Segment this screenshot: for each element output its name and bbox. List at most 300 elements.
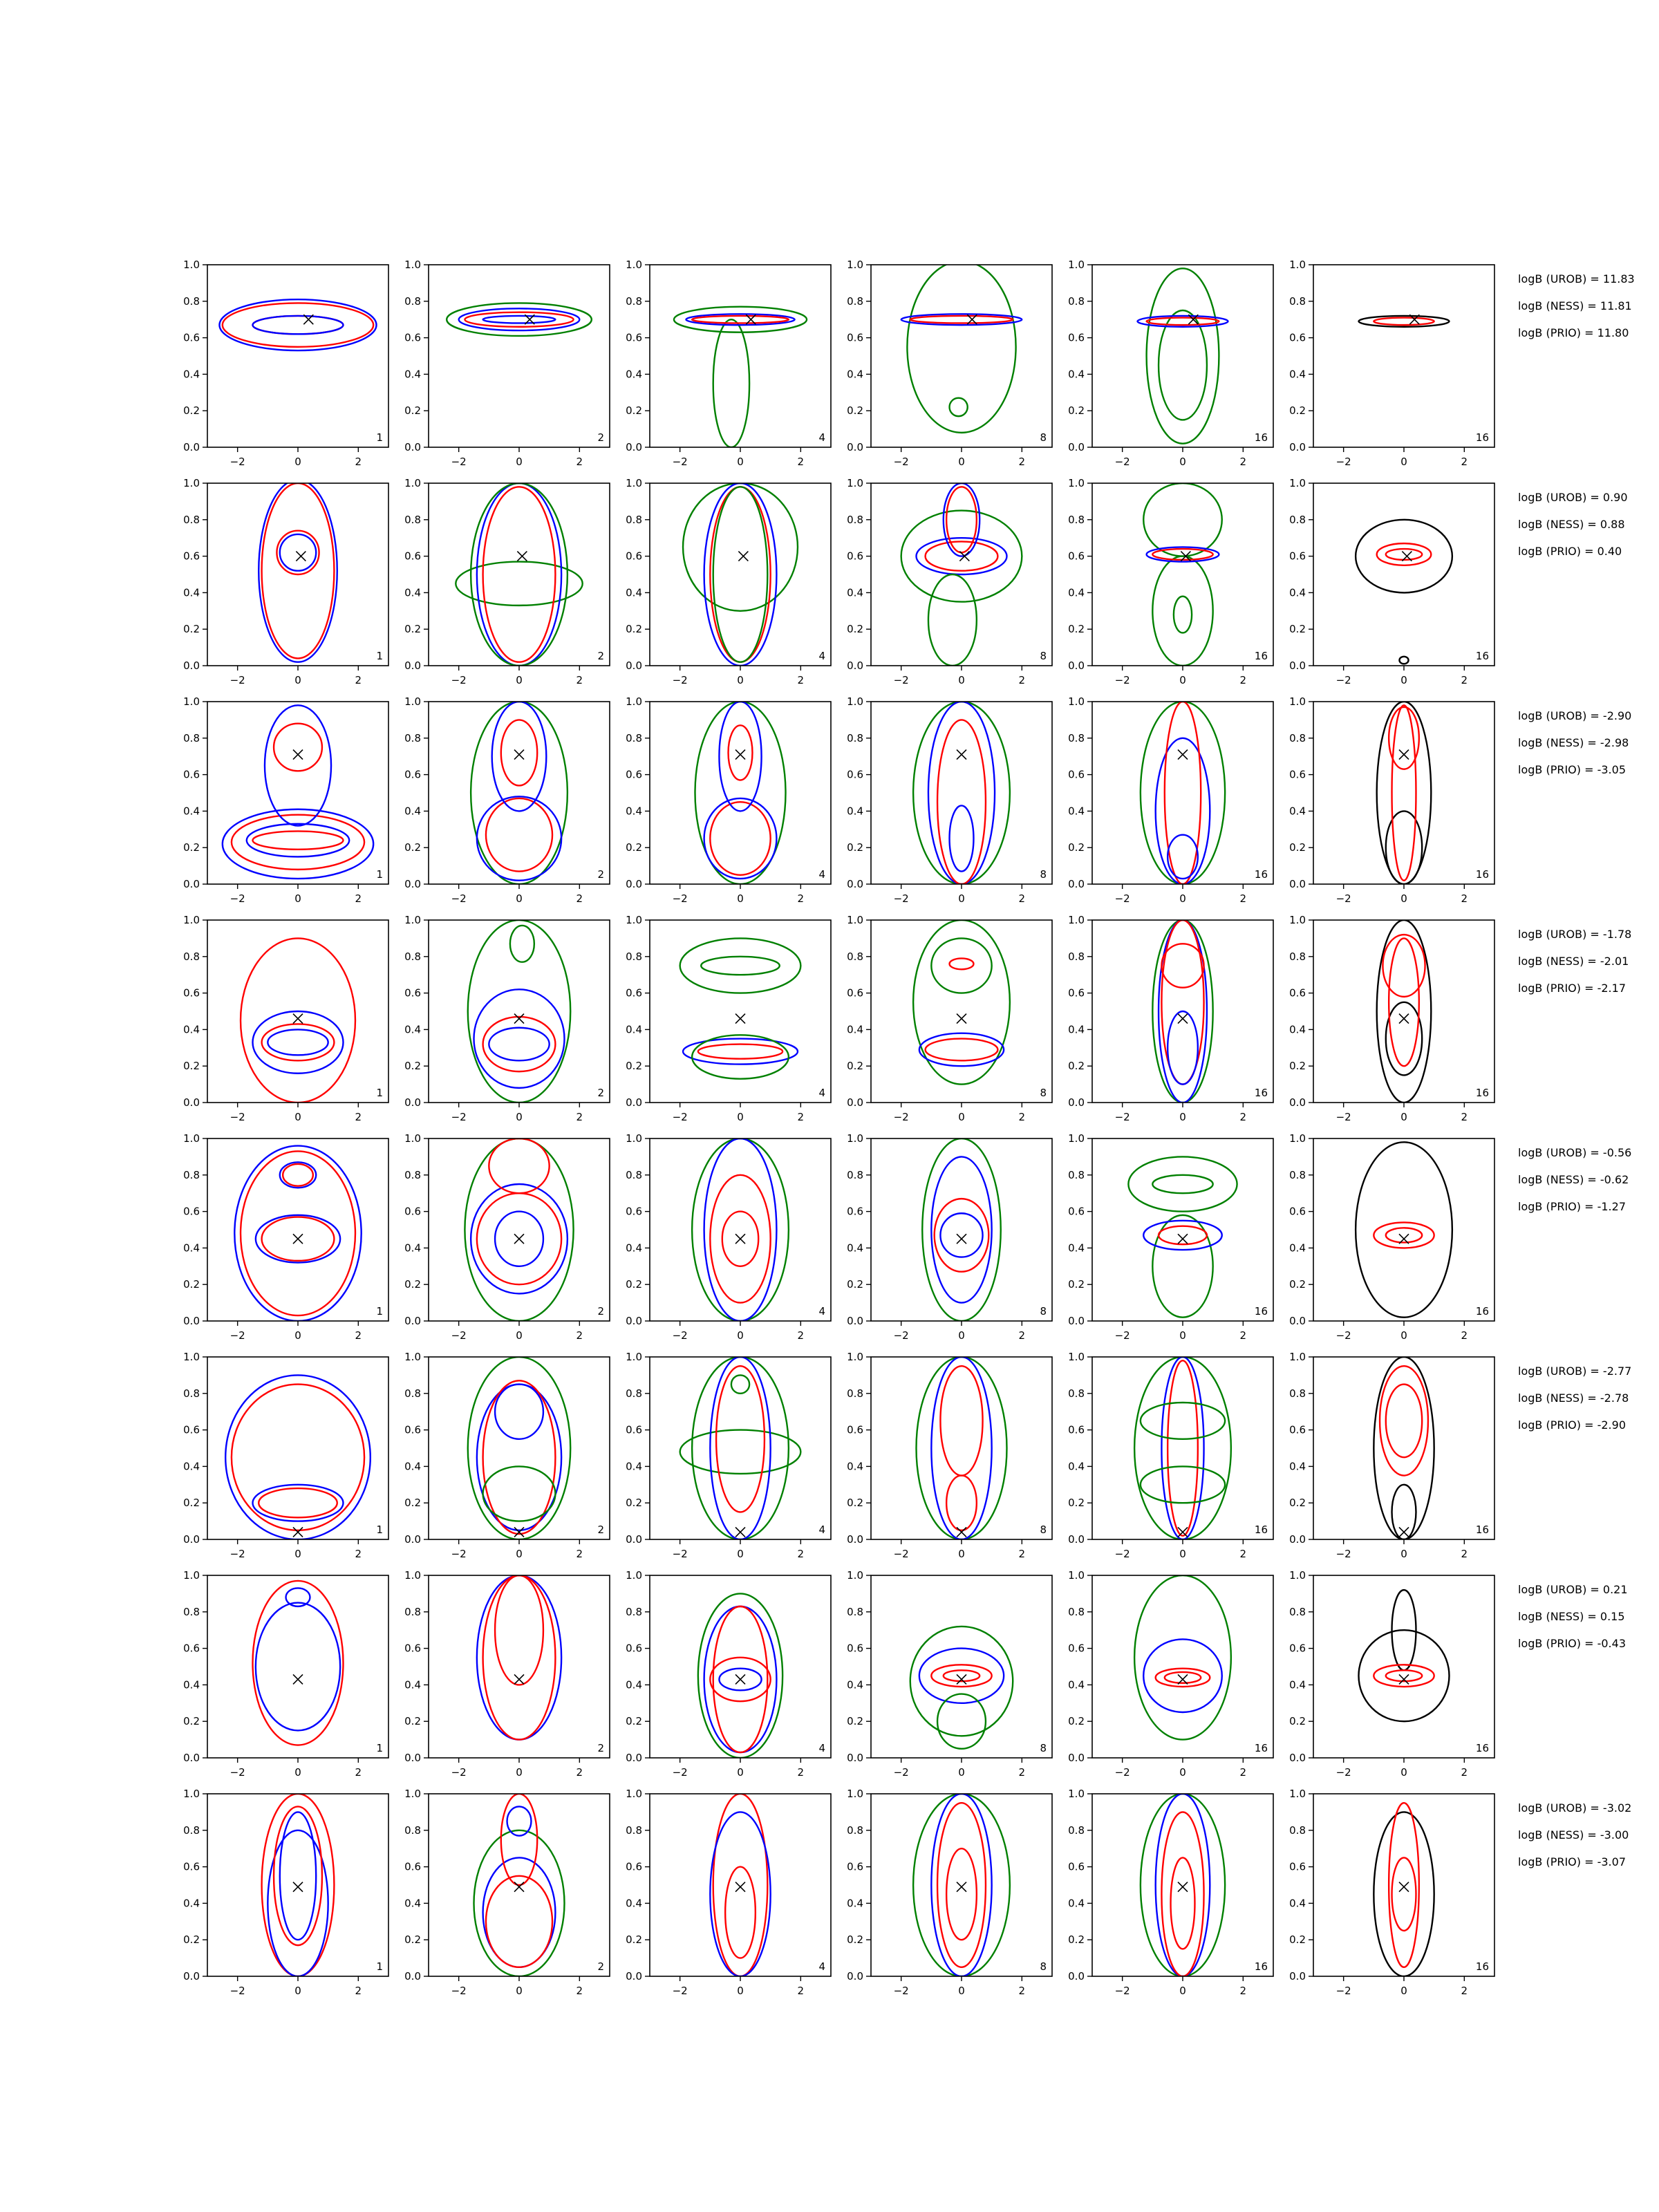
contour-group [465,1138,573,1321]
true-value-marker [514,1882,524,1892]
y-tick-label: 0.2 [1068,1278,1085,1291]
contour-line [489,1028,549,1061]
y-tick-label: 0.4 [1068,1460,1085,1473]
panel-corner-label: 2 [597,650,604,662]
x-tick-label: 2 [1239,1548,1247,1560]
contour-line [710,802,770,875]
panel-corner-label: 8 [1040,1742,1047,1754]
contour-line [247,824,349,857]
y-tick-label: 0.0 [847,1096,863,1109]
x-tick-label: 0 [1179,674,1186,686]
y-tick-label: 0.4 [1289,1460,1306,1473]
contour-group [474,1794,565,1976]
y-tick-label: 0.2 [847,1933,863,1947]
y-tick-label: 0.2 [626,1278,642,1291]
x-tick-label: 0 [1400,1548,1407,1560]
y-tick-label: 0.0 [404,441,421,453]
panel-corner-label: 1 [376,868,383,881]
y-tick-label: 0.4 [1068,1023,1085,1036]
panel-corner-label: 2 [597,868,604,881]
y-tick-label: 0.8 [1068,950,1085,963]
y-tick-label: 1.0 [626,1788,642,1800]
panel-corner-label: 16 [1254,868,1268,881]
panel-frame [650,1575,831,1758]
logb-annotation: logB (NESS) = -3.00 [1518,1828,1629,1841]
panel [1289,1788,1494,1997]
panel-frame [1092,483,1273,666]
x-tick-label: −2 [229,456,245,468]
x-tick-label: 2 [1461,1548,1468,1560]
y-tick-label: 1.0 [404,695,421,708]
contour-line [940,1213,982,1257]
contour-line [1356,1142,1452,1317]
contour-line [719,702,761,811]
contour-line [928,574,977,666]
y-tick-label: 1.0 [404,1569,421,1582]
y-tick-label: 0.4 [626,1241,642,1255]
y-tick-label: 1.0 [847,259,863,271]
x-tick-label: 2 [576,1548,583,1560]
x-tick-label: 2 [1461,456,1468,468]
contour-line [1141,702,1225,884]
y-tick-label: 0.2 [626,623,642,636]
contour-line [1356,520,1452,593]
x-tick-label: 0 [516,674,523,686]
y-tick-label: 0.4 [1289,805,1306,818]
x-tick-label: −2 [672,456,688,468]
contour-line [692,1138,789,1321]
panel [626,259,831,468]
contour-line [931,1794,991,1976]
x-tick-label: 0 [516,456,523,468]
y-tick-label: 0.8 [1289,1168,1306,1181]
y-tick-label: 0.2 [183,1933,200,1947]
panel [847,1569,1052,1779]
contour-line [931,938,991,993]
panel-corner-label: 16 [1254,1742,1268,1754]
contour-group [913,702,1010,884]
y-tick-label: 0.4 [1068,1678,1085,1691]
contour-group [262,1794,335,1976]
contour-line [713,487,768,662]
y-tick-label: 0.4 [1068,586,1085,599]
x-tick-label: −2 [1335,456,1351,468]
contour-line [501,720,537,785]
x-tick-label: 2 [1239,1985,1247,1997]
contour-line [931,1357,991,1539]
x-tick-label: 0 [737,1548,744,1560]
contour-line [477,1575,561,1740]
contour-line [713,319,749,447]
x-tick-label: −2 [893,892,909,905]
y-tick-label: 0.6 [1068,331,1085,344]
y-tick-label: 0.4 [1289,586,1306,599]
x-tick-label: −2 [1114,1766,1130,1779]
y-tick-label: 0.4 [626,1897,642,1910]
true-value-marker [1399,1882,1409,1892]
panel [626,1569,831,1779]
panel-corner-label: 16 [1475,1524,1489,1536]
x-tick-label: 2 [1018,1766,1026,1779]
y-tick-label: 0.4 [183,1241,200,1255]
y-tick-label: 0.4 [1289,368,1306,381]
logb-annotation: logB (UROB) = -2.90 [1518,709,1632,722]
y-tick-label: 0.8 [847,1605,863,1618]
y-tick-label: 0.0 [183,1970,200,1983]
y-tick-label: 0.8 [1289,731,1306,744]
contour-group [234,1146,361,1321]
y-tick-label: 0.0 [404,1970,421,1983]
panel [183,695,388,905]
y-tick-label: 1.0 [1289,259,1306,271]
y-tick-label: 0.6 [847,768,863,781]
panel [1068,1132,1273,1342]
contour-group [683,483,798,666]
x-tick-label: 2 [1461,1329,1468,1342]
y-tick-label: 0.2 [183,1715,200,1728]
logb-annotation: logB (UROB) = -2.77 [1518,1365,1632,1378]
x-tick-label: 0 [737,1111,744,1123]
contour-line [483,1017,556,1071]
y-tick-label: 0.2 [1289,1933,1306,1947]
y-tick-label: 0.4 [847,1241,863,1255]
contour-line [477,483,561,666]
panel-frame [871,1575,1052,1758]
y-tick-label: 0.6 [626,986,642,1000]
contour-line [698,1044,782,1059]
contour-line [937,1803,986,1967]
panel-corner-label: 8 [1040,1087,1047,1099]
x-tick-label: −2 [893,1985,909,1997]
y-tick-label: 0.0 [1289,1970,1306,1983]
y-tick-label: 0.8 [626,1168,642,1181]
y-tick-label: 0.0 [626,1096,642,1109]
true-value-marker [514,1674,524,1684]
true-value-marker [957,1234,966,1244]
x-tick-label: 0 [1179,892,1186,905]
panel-corner-label: 8 [1040,650,1047,662]
x-tick-label: 0 [1179,456,1186,468]
y-tick-label: 0.2 [1068,1933,1085,1947]
contour-group [1374,1357,1434,1539]
contour-line [232,1385,364,1530]
x-tick-label: 2 [576,1985,583,1997]
x-tick-label: −2 [451,1766,467,1779]
contour-group [674,307,807,447]
y-tick-label: 1.0 [626,259,642,271]
logb-annotation: logB (NESS) = -2.78 [1518,1391,1629,1405]
contour-group [1143,483,1222,666]
y-tick-label: 0.0 [626,1970,642,1983]
y-tick-label: 0.6 [1289,550,1306,563]
y-tick-label: 0.6 [183,1423,200,1436]
x-tick-label: 2 [1239,1766,1247,1779]
contour-line [710,1812,770,1976]
y-tick-label: 1.0 [847,695,863,708]
true-value-marker [957,1014,966,1024]
contour-line [1159,1226,1207,1244]
y-tick-label: 1.0 [1289,914,1306,926]
x-tick-label: 0 [958,892,965,905]
y-tick-label: 0.6 [183,986,200,1000]
contour-line [1143,1221,1222,1250]
contour-line [223,303,373,346]
contour-line [507,1806,532,1835]
contour-group [225,1375,371,1539]
y-tick-label: 0.0 [404,1315,421,1327]
x-tick-label: −2 [229,1766,245,1779]
y-tick-label: 0.0 [1068,659,1085,672]
y-tick-label: 0.0 [1289,1533,1306,1546]
y-tick-label: 0.0 [847,441,863,453]
x-tick-label: 0 [516,1548,523,1560]
x-tick-label: 0 [958,1985,965,1997]
panel-corner-label: 16 [1475,1742,1489,1754]
y-tick-label: 0.4 [183,805,200,818]
y-tick-label: 0.0 [404,659,421,672]
panel [404,914,610,1123]
y-tick-label: 0.0 [1068,878,1085,890]
panel-corner-label: 1 [376,1742,383,1754]
x-tick-label: 2 [797,892,805,905]
y-tick-label: 0.4 [404,586,421,599]
y-tick-label: 1.0 [1068,1788,1085,1800]
y-tick-label: 0.2 [1289,1497,1306,1510]
y-tick-label: 0.8 [1068,513,1085,526]
logb-annotation: logB (NESS) = 11.81 [1518,299,1632,312]
panel [626,1351,831,1560]
contour-group [241,938,355,1103]
x-tick-label: −2 [229,1329,245,1342]
contour-line [680,1430,801,1474]
y-tick-label: 0.2 [1289,1060,1306,1073]
y-tick-label: 0.4 [626,1678,642,1691]
panel-frame [871,702,1052,884]
contour-line [259,1488,337,1517]
y-tick-label: 0.2 [626,1933,642,1947]
x-tick-label: 2 [797,1766,805,1779]
x-tick-label: 0 [1179,1766,1186,1779]
x-tick-label: 0 [294,1111,301,1123]
y-tick-label: 1.0 [1068,477,1085,489]
contour-line [1392,1857,1416,1931]
contour-line [937,1694,986,1749]
x-tick-label: 2 [576,456,583,468]
contour-line [489,1138,549,1193]
x-tick-label: −2 [1335,1111,1351,1123]
contour-group [1141,702,1225,884]
panel [847,259,1052,468]
y-tick-label: 0.4 [626,368,642,381]
panel-corner-label: 8 [1040,431,1047,444]
contour-line [950,805,974,871]
y-tick-label: 0.4 [183,368,200,381]
y-tick-label: 1.0 [404,914,421,926]
contour-group [913,920,1010,1085]
x-tick-label: 0 [958,674,965,686]
x-tick-label: −2 [672,1766,688,1779]
contour-line [1386,549,1422,560]
x-tick-label: 0 [1400,892,1407,905]
contour-group [471,702,568,884]
panel-corner-label: 8 [1040,868,1047,881]
contour-group [680,938,801,1078]
x-tick-label: 0 [1400,1111,1407,1123]
panel-frame [650,265,831,447]
panel [404,1569,610,1779]
x-tick-label: 0 [958,1329,965,1342]
y-tick-label: 0.4 [404,1897,421,1910]
logb-annotation: logB (NESS) = -2.01 [1518,955,1629,968]
y-tick-label: 0.2 [1289,623,1306,636]
y-tick-label: 0.4 [404,1241,421,1255]
y-tick-label: 0.6 [404,550,421,563]
x-tick-label: −2 [451,1329,467,1342]
panel [626,1788,831,1997]
contour-line [1134,1357,1231,1539]
logb-annotation: logB (UROB) = -3.02 [1518,1801,1632,1815]
y-tick-label: 0.0 [183,1533,200,1546]
y-tick-label: 0.8 [1068,294,1085,308]
y-tick-label: 0.0 [1068,1096,1085,1109]
contour-group [1356,520,1452,664]
panel [626,914,831,1123]
y-tick-label: 0.8 [847,294,863,308]
panel-frame [1313,265,1494,447]
panel-frame [650,1138,831,1321]
y-tick-label: 0.0 [1289,1315,1306,1327]
y-tick-label: 0.6 [1289,1642,1306,1655]
y-tick-label: 0.0 [626,878,642,890]
y-tick-label: 0.2 [183,1278,200,1291]
x-tick-label: −2 [1114,1329,1130,1342]
x-tick-label: 0 [516,1766,523,1779]
true-value-marker [738,552,748,561]
y-tick-label: 0.0 [183,659,200,672]
y-tick-label: 0.6 [404,1860,421,1873]
contour-line [1168,835,1198,879]
y-tick-label: 0.8 [1289,1824,1306,1837]
y-tick-label: 0.0 [626,441,642,453]
y-tick-label: 0.8 [1068,1824,1085,1837]
contour-line [1156,1669,1210,1687]
contour-line [680,938,801,993]
panel-corner-label: 16 [1475,431,1489,444]
panel-frame [1092,1138,1273,1321]
logb-annotation: logB (PRIO) = -2.17 [1518,982,1626,995]
y-tick-label: 0.8 [1289,513,1306,526]
contour-line [950,398,968,416]
true-value-marker [514,1234,524,1244]
y-tick-label: 0.6 [404,1642,421,1655]
true-value-marker [514,750,524,760]
y-tick-label: 1.0 [626,695,642,708]
y-tick-label: 1.0 [1289,695,1306,708]
contour-line [471,702,568,884]
x-tick-label: 0 [1179,1548,1186,1560]
panel-frame [429,265,610,447]
y-tick-label: 0.6 [404,331,421,344]
panel-corner-label: 4 [818,431,825,444]
contour-line [1389,1803,1419,1967]
x-tick-label: 0 [516,1985,523,1997]
y-tick-label: 0.2 [626,404,642,418]
panel-corner-label: 8 [1040,1305,1047,1318]
y-tick-label: 0.6 [847,1423,863,1436]
contour-group [1141,1794,1225,1976]
x-tick-label: 0 [294,674,301,686]
contour-line [486,798,552,872]
contour-line [456,562,582,606]
true-value-marker [1399,750,1409,760]
contour-line [946,487,977,552]
contour-line [692,1035,789,1078]
true-value-marker [293,1234,303,1244]
true-value-marker [735,1234,745,1244]
contour-group [922,1138,1001,1321]
panel-frame [1313,1794,1494,1976]
x-tick-label: 0 [516,892,523,905]
panel-frame [1313,483,1494,666]
true-value-marker [957,750,966,760]
contour-line [234,1146,361,1321]
y-tick-label: 0.4 [183,1023,200,1036]
logb-annotation: logB (UROB) = -0.56 [1518,1146,1632,1159]
contour-line [1171,1857,1195,1949]
contour-line [495,1575,543,1685]
y-tick-label: 0.2 [847,1715,863,1728]
panel-frame [207,265,388,447]
panel [847,1788,1052,1997]
panel-corner-label: 4 [818,650,825,662]
x-tick-label: −2 [1335,674,1351,686]
y-tick-label: 0.0 [1289,878,1306,890]
true-value-marker [1178,750,1188,760]
y-tick-label: 1.0 [183,1132,200,1145]
contour-group [1377,702,1432,884]
y-tick-label: 0.0 [1289,659,1306,672]
logb-annotation: logB (PRIO) = -0.43 [1518,1637,1626,1650]
panel [1289,1351,1494,1560]
panel [1068,695,1273,905]
x-tick-label: 2 [355,1985,362,1997]
x-tick-label: 0 [1400,1985,1407,1997]
panel-frame [429,1575,610,1758]
x-tick-label: 2 [355,1111,362,1123]
contour-line [1168,1360,1198,1535]
x-tick-label: 2 [1018,892,1026,905]
panel [183,1569,388,1779]
panel-frame [650,702,831,884]
panel-frame [207,1794,388,1976]
contour-group [913,1794,1010,1976]
y-tick-label: 0.0 [404,878,421,890]
x-tick-label: 0 [1179,1329,1186,1342]
contour-line [492,702,547,811]
contour-line [501,1794,537,1885]
true-value-marker [735,1674,745,1684]
panel-corner-label: 16 [1475,1960,1489,1973]
contour-line [253,316,344,334]
y-tick-label: 0.6 [626,1642,642,1655]
y-tick-label: 0.8 [1068,1387,1085,1400]
y-tick-label: 0.0 [847,1315,863,1327]
panel-corner-label: 16 [1254,1960,1268,1973]
contour-group [1152,920,1212,1103]
y-tick-label: 0.8 [847,513,863,526]
panel-frame [1313,702,1494,884]
y-tick-label: 0.4 [1068,805,1085,818]
